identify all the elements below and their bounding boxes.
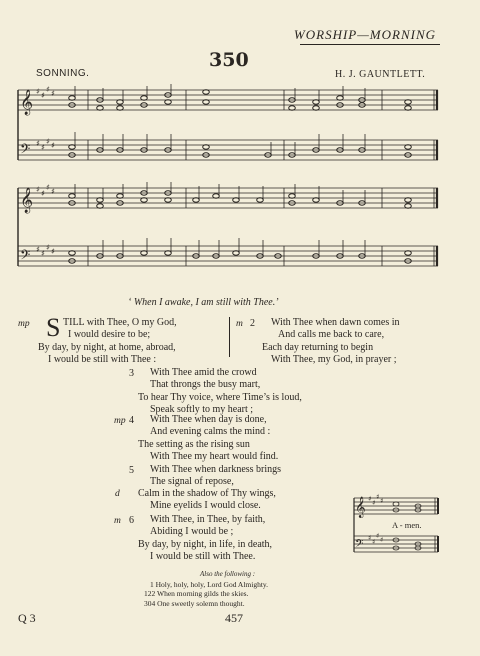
verse-line: TILL with Thee, O my God, — [63, 317, 177, 328]
svg-text:♯: ♯ — [51, 89, 55, 98]
verse-line: With Thee when day is done, — [150, 414, 267, 425]
svg-text:♯: ♯ — [36, 185, 40, 194]
svg-text:♯: ♯ — [368, 495, 372, 503]
verse-line: Each day returning to begin — [262, 341, 374, 353]
svg-text:♯: ♯ — [372, 499, 376, 507]
hymn-number: 350 — [209, 49, 249, 71]
page-number: 457 — [225, 611, 243, 625]
svg-text:♯: ♯ — [41, 189, 45, 198]
verse-line: I would desire to be; — [68, 329, 151, 341]
svg-text:♯: ♯ — [51, 247, 55, 256]
svg-text:♯: ♯ — [36, 245, 40, 254]
verse-4 — [138, 414, 278, 463]
verse-line: The signal of repose, — [150, 476, 234, 488]
svg-text:♯: ♯ — [372, 538, 376, 546]
verse-line: With Thee when darkness brings — [150, 464, 282, 475]
verse-3 — [138, 367, 302, 416]
svg-text:♯: ♯ — [41, 91, 45, 100]
amen-label: A - men. — [392, 520, 422, 530]
verse-line: By day, by night, in life, in death, — [138, 538, 273, 550]
verse-line: The setting as the rising sun — [138, 438, 250, 450]
verse-5b-dynamic: d — [115, 489, 120, 499]
also-list — [144, 580, 268, 608]
section-rule — [300, 44, 440, 45]
signature-mark: Q 3 — [18, 611, 36, 625]
verse-4-dynamic: mp — [114, 416, 126, 426]
verse-4-number: 4 — [129, 415, 134, 426]
svg-text:♯: ♯ — [46, 137, 50, 146]
verse-line: That throngs the busy mart, — [150, 379, 261, 391]
verse-6 — [138, 514, 272, 563]
verse-5 — [138, 464, 281, 489]
svg-text:♯: ♯ — [41, 249, 45, 258]
verse-line: Abiding I would be ; — [150, 526, 234, 538]
svg-text:𝄢: 𝄢 — [20, 141, 31, 160]
verse-2 — [262, 317, 400, 366]
verse-line: With Thee when dawn comes in — [271, 317, 400, 328]
verse-line: Calm in the shadow of Thy wings, — [138, 488, 276, 499]
svg-text:♯: ♯ — [46, 85, 50, 94]
music-system-2 — [16, 180, 442, 276]
svg-text:♯: ♯ — [368, 534, 372, 542]
verse-line: With Thee my heart would find. — [150, 450, 279, 462]
verse-line: With Thee, in Thee, by faith, — [150, 514, 266, 525]
svg-text:𝄞: 𝄞 — [20, 90, 34, 115]
verse-1 — [38, 313, 177, 366]
verse-5-number: 5 — [129, 465, 134, 476]
svg-text:♯: ♯ — [46, 183, 50, 192]
verse-line: To hear Thy voice, where Time’s is loud, — [138, 391, 302, 403]
verse-line: I would be still with Thee. — [150, 550, 256, 562]
svg-text:♯: ♯ — [380, 536, 384, 544]
verse-3-number: 3 — [129, 368, 134, 379]
svg-text:♯: ♯ — [376, 493, 380, 501]
verse-6-dynamic: m — [114, 516, 121, 526]
svg-text:♯: ♯ — [36, 139, 40, 148]
also-item: 1 Holy, holy, holy, Lord God Almighty. — [150, 580, 269, 589]
music-system-1 — [16, 84, 442, 176]
tune-name: SONNING. — [36, 68, 90, 79]
column-divider — [229, 317, 230, 357]
verse-line: And calls me back to care, — [278, 329, 385, 341]
verse-line: By day, by night, at home, abroad, — [38, 341, 176, 353]
verse-2-dynamic: m — [236, 319, 243, 329]
section-title: WORSHIP—MORNING — [293, 27, 436, 42]
verse-line: And evening calms the mind : — [150, 426, 271, 438]
svg-text:𝄢: 𝄢 — [20, 247, 31, 266]
verse-line: Speak softly to my heart ; — [150, 403, 254, 415]
also-item: 122 When morning gilds the skies. — [144, 589, 249, 599]
verse-1-dynamic: mp — [18, 319, 30, 329]
verse-2-number: 2 — [250, 318, 255, 329]
svg-text:♯: ♯ — [376, 532, 380, 540]
verse-6-number: 6 — [129, 515, 134, 526]
composer: H. J. GAUNTLETT. — [335, 69, 426, 80]
svg-text:♯: ♯ — [51, 187, 55, 196]
verse-line: I would be still with Thee : — [48, 353, 157, 365]
also-heading: Also the following : — [200, 570, 256, 578]
epigraph: ‘ When I awake, I am still with Thee.’ — [128, 297, 279, 308]
svg-text:♯: ♯ — [46, 243, 50, 252]
svg-text:♯: ♯ — [51, 141, 55, 150]
svg-text:♯: ♯ — [36, 87, 40, 96]
verse-line: With Thee amid the crowd — [150, 367, 257, 378]
svg-text:𝄞: 𝄞 — [355, 497, 366, 518]
svg-text:♯: ♯ — [41, 143, 45, 152]
verse-line: With Thee, my God, in prayer ; — [271, 353, 397, 365]
verse-line: Mine eyelids I would close. — [150, 500, 261, 512]
also-item: 304 One sweetly solemn thought. — [144, 598, 245, 608]
svg-text:𝄞: 𝄞 — [20, 188, 34, 213]
verse-1-dropcap: S — [46, 313, 61, 342]
svg-text:𝄢: 𝄢 — [355, 538, 364, 553]
svg-text:♯: ♯ — [380, 497, 384, 505]
verse-5b — [138, 488, 276, 513]
